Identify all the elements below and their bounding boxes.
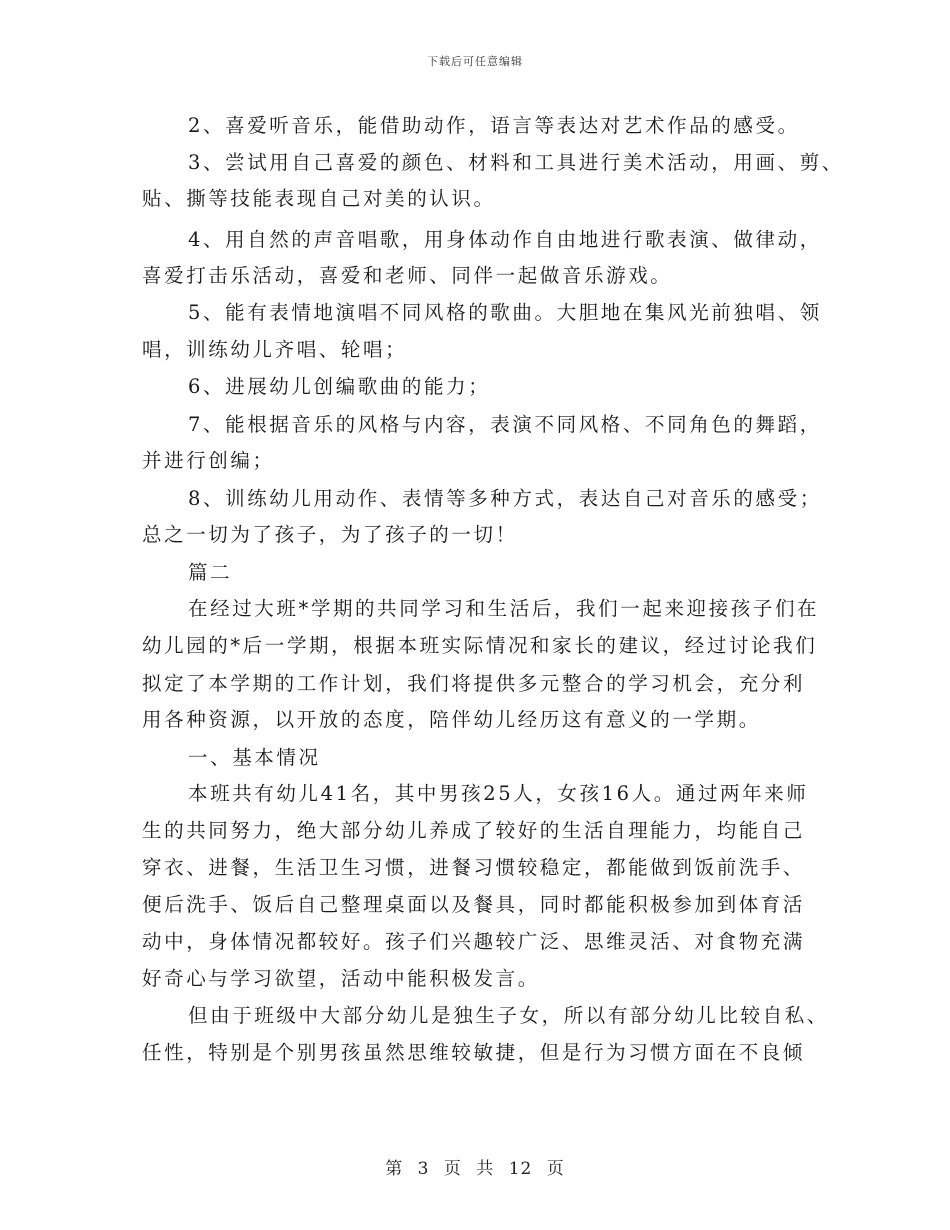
text-line: 贴、撕等技能表现自己对美的认识。	[142, 187, 496, 210]
page-label-total-prefix: 共	[476, 1159, 495, 1179]
text-line: 在经过大班*学期的共同学习和生活后，我们一起来迎接孩子们在	[188, 597, 820, 620]
text-line: 并进行创编；	[142, 449, 275, 472]
text-line: 拟定了本学期的工作计划，我们将提供多元整合的学习机会，充分利	[142, 672, 806, 695]
page-total: 12	[508, 1159, 533, 1179]
text-line: 喜爱打击乐活动，喜爱和老师、同伴一起做音乐游戏。	[142, 264, 673, 287]
text-line: 但由于班级中大部分幼儿是独生子女，所以有部分幼儿比较自私、	[188, 1004, 829, 1027]
page-number-footer	[0, 1154, 950, 1179]
text-line: 3、尝试用自己喜爱的颜色、材料和工具进行美术活动，用画、剪、	[188, 151, 844, 174]
section-heading: 篇二	[188, 561, 233, 584]
text-line: 便后洗手、饭后自己整理桌面以及餐具，同时都能积极参加到体育活	[142, 893, 806, 916]
text-line: 唱，训练幼儿齐唱、轮唱；	[142, 338, 408, 361]
text-line: 幼儿园的*后一学期，根据本班实际情况和家长的建议，经过讨论我们	[142, 634, 818, 657]
text-line: 6、进展幼儿创编歌曲的能力；	[188, 375, 491, 398]
text-line: 5、能有表情地演唱不同风格的歌曲。大胆地在集风光前独唱、领	[188, 301, 822, 324]
section-heading: 一、基本情况	[188, 746, 321, 769]
text-line: 4、用自然的声音唱歌，用身体动作自由地进行歌表演、做律动，	[188, 228, 822, 251]
header-note: 下载后可任意编辑	[427, 55, 523, 68]
text-line: 8、训练幼儿用动作、表情等多种方式，表达自己对音乐的感受；	[188, 487, 822, 510]
text-line: 用各种资源，以开放的态度，陪伴幼儿经历这有意义的一学期。	[142, 708, 761, 731]
page-label-prefix: 第	[385, 1159, 404, 1179]
text-line: 总之一切为了孩子，为了孩子的一切！	[142, 523, 518, 546]
text-line: 好奇心与学习欲望，活动中能积极发言。	[142, 967, 540, 990]
page-label-suffix: 页	[546, 1159, 565, 1179]
text-line: 7、能根据音乐的风格与内容，表演不同风格、不同角色的舞蹈，	[188, 413, 822, 436]
text-line: 动中，身体情况都较好。孩子们兴趣较广泛、思维灵活、对食物充满	[142, 930, 806, 953]
text-line: 本班共有幼儿41名，其中男孩25人，女孩16人。通过两年来师	[188, 782, 809, 805]
page-label-mid: 页	[443, 1159, 462, 1179]
page-current: 3	[417, 1159, 430, 1179]
text-line: 生的共同努力，绝大部分幼儿养成了较好的生活自理能力，均能自己	[142, 819, 806, 842]
text-line: 2、喜爱听音乐，能借助动作，语言等表达对艺术作品的感受。	[188, 114, 800, 137]
text-line: 穿衣、进餐，生活卫生习惯，进餐习惯较稳定，都能做到饭前洗手、	[142, 856, 806, 879]
text-line: 任性，特别是个别男孩虽然思维较敏捷，但是行为习惯方面在不良倾	[142, 1041, 806, 1064]
